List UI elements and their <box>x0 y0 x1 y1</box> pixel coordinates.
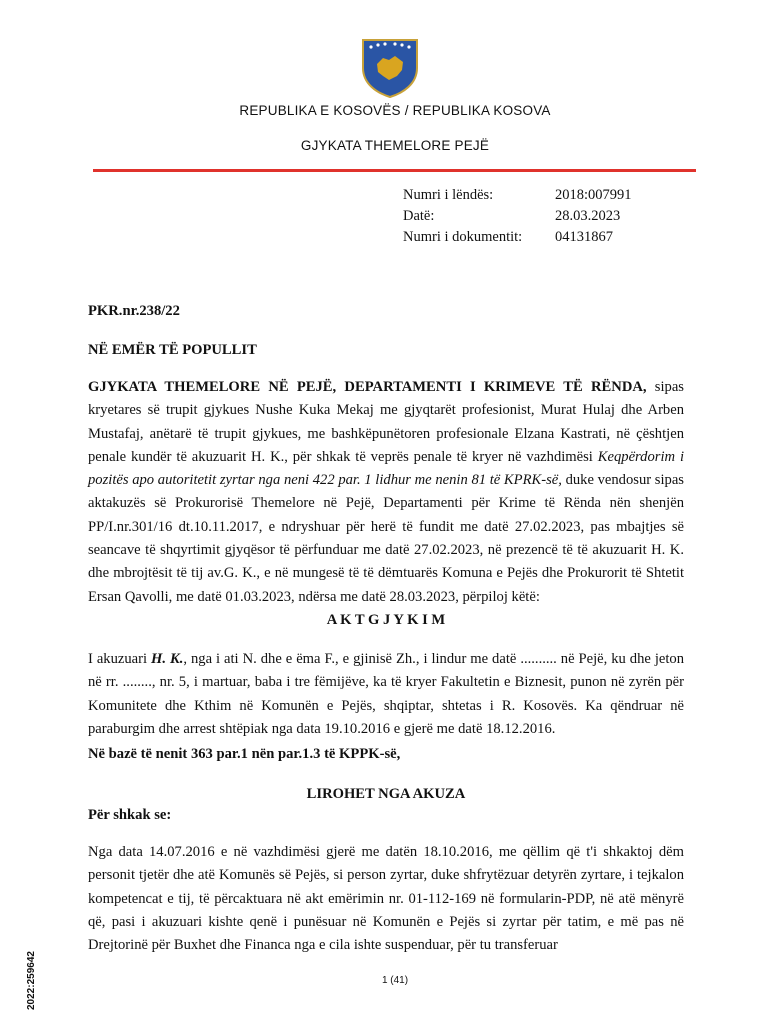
meta-row-case-number <box>403 185 632 206</box>
meta-value: 28.03.2023 <box>555 208 621 224</box>
in-the-name-heading: NË EMËR TË POPULLIT <box>88 342 257 358</box>
side-document-code: 2022:259642 <box>26 951 37 1010</box>
case-meta <box>403 185 632 248</box>
republic-heading: REPUBLIKA E KOSOVËS / REPUBLIKA KOSOVA <box>239 103 551 118</box>
intro-paragraph <box>88 376 684 609</box>
kosovo-coat-of-arms-icon <box>359 34 421 98</box>
case-number: PKR.nr.238/22 <box>88 303 180 319</box>
meta-row-document-number <box>403 227 632 248</box>
meta-label: Datë: <box>403 208 435 224</box>
facts-paragraph: Nga data 14.07.2016 e në vazhdimësi gjerë me datën 18.10.2016, me qëllim që t'i shkaktoj dëm personit tjetër dhe atë Komunës së Pejës, si person zyrtar, duke shfrytëzuar detyrën zyrtare, i tejkalon kompetencat e tij, të përcaktuara në akt emërimin nr. 01-112-169 në formularin-PDP, në atë mënyrë që, pasi i akuzuari kishte qenë i punësuar në Komunën e Pejës si zyrtar për tatim, e më pas në Drejtorinë për Buxhet dhe Financa nga e cila ishte suspenduar, për tu transferuar <box>88 844 684 954</box>
meta-row-date <box>403 206 632 227</box>
intro-text-continued: duke vendosur sipas aktakuzës së Prokurorisë Themelore në Pejë, Departamenti për Krime të Rënda nën shenjën PP/I.nr.301/16 dt.10.11.2017, e ndryshuar për herë të fundit me datë 27.02.2023, pas mbajtjes së seancave të shqyrtimit gjyqësor të përfunduar me datë 27.02.2023, në prezencë të të akuzuarit H. K. dhe mbrojtësit të tij av.G. K., e në mungesë të të dëmtuarës Komuna e Pejës dhe Prokurorit të Shtetit Ersan Qavolli, me datë 01.03.2023, ndërsa me datë 28.03.2023, përpiloj këtë: <box>88 472 684 605</box>
offense-name: Keqpërdorim i pozitës apo autoritetit zyrtar nga neni 422 par. 1 lidhur me nenin 81 të KPRK-së, <box>88 448 684 489</box>
accused-prefix: I akuzuari <box>88 651 152 667</box>
accused-name: H. K. <box>151 651 184 667</box>
acquittal-heading: LIROHET NGA AKUZA <box>306 786 466 802</box>
accused-details: , nga i ati N. dhe e ëma F., e gjinisë Zh., i lindur me datë .......... në Pejë, ku dhe jeton në rr. ........, nr. 5, i martuar, baba i tre fëmijëve, ka të kryer Fakultetin e Biznesit, punon në zyrën për Komunitete dhe Kthim në Komunën e Pejës, shqiptar, shtetas i R. Kosovës. Ka qëndruar në paraburgim dhe arrest shtëpiak nga data 19.10.2016 e gjerë me datë 18.12.2016. <box>88 651 685 737</box>
meta-value: 2018:007991 <box>555 187 632 203</box>
because-heading: Për shkak se: <box>88 807 172 823</box>
verdict-heading: A K T G J Y K I M <box>326 612 446 628</box>
meta-value: 04131867 <box>555 229 613 245</box>
page-number: 1 (41) <box>381 975 409 986</box>
court-heading: GJYKATA THEMELORE PEJË <box>300 138 490 153</box>
legal-basis: Në bazë të nenit 363 par.1 nën par.1.3 të KPPK-së, <box>88 746 401 762</box>
header-divider <box>93 169 696 172</box>
accused-paragraph <box>88 648 684 741</box>
court-name: GJYKATA THEMELORE NË PEJË, DEPARTAMENTI I KRIMEVE TË RËNDA, <box>88 379 647 395</box>
meta-label: Numri i dokumentit: <box>403 229 523 245</box>
meta-label: Numri i lëndës: <box>403 187 494 203</box>
intro-text: sipas kryetares së trupit gjykues Nushe Kuka Mekaj me gjyqtarët profesionist, Murat Hulaj dhe Arben Mustafaj, anëtarë të trupit gjykues, me bashkëpunëtoren profesionale Elzana Kastrati, në çështjen penale kundër të akuzuarit H. K., për shkak të veprës penale të kryer në vazhdimësi <box>88 379 684 465</box>
